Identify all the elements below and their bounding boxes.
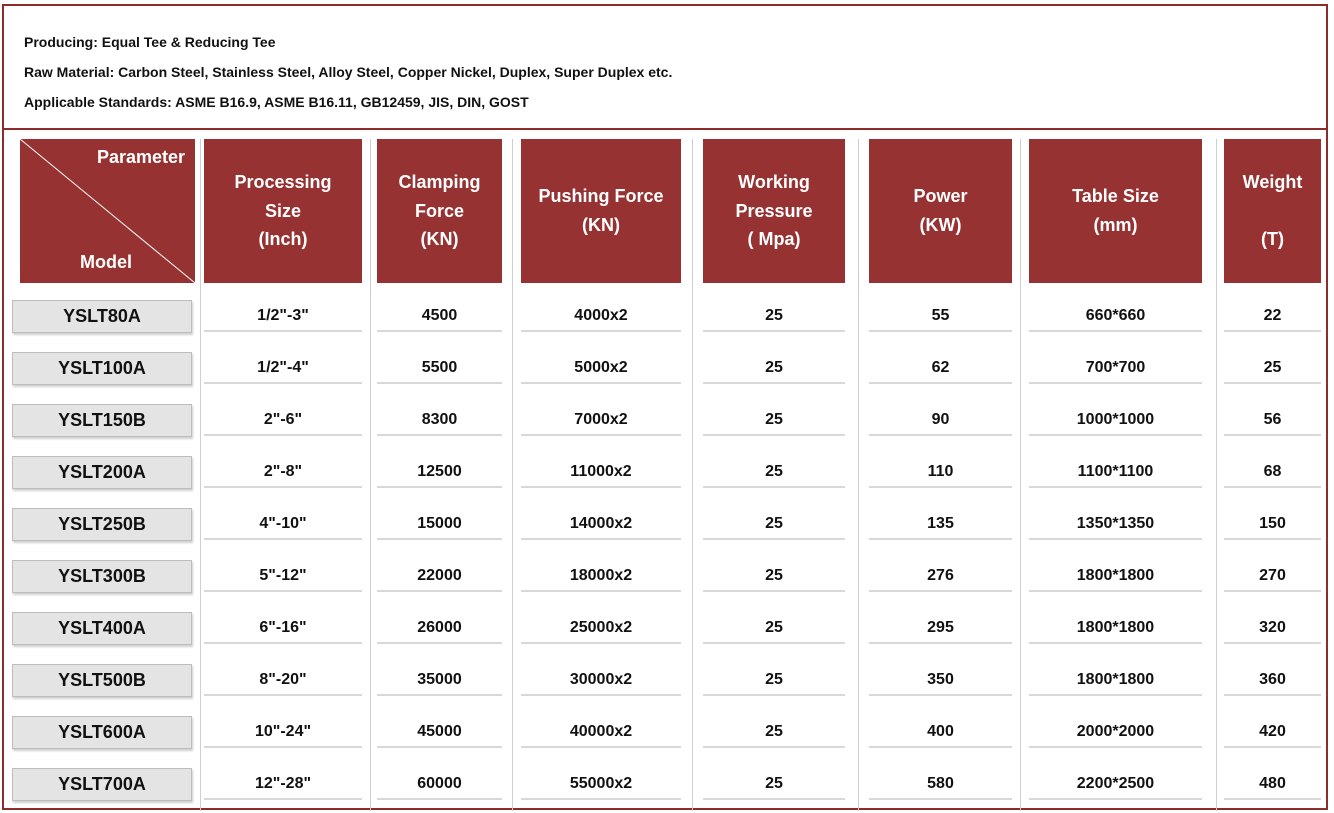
weight-cell: 25 (1224, 354, 1321, 384)
processing-size-cell: 2"-6" (204, 406, 362, 436)
header-label: Working Pressure ( Mpa) (735, 171, 813, 250)
parameter-label: Parameter (96, 147, 185, 167)
pushing-force-cell: 18000x2 (521, 562, 681, 592)
processing-size-cell: 4"-10" (204, 510, 362, 540)
model-cell: YSLT150B (12, 404, 192, 437)
model-cell: YSLT500B (12, 664, 192, 697)
weight-cell: 270 (1224, 562, 1321, 592)
pushing-force-cell: 14000x2 (521, 510, 681, 540)
weight-cell: 320 (1224, 614, 1321, 644)
column-divider (692, 139, 693, 811)
model-label: Model (80, 252, 132, 273)
pushing-force-cell: 40000x2 (521, 718, 681, 748)
processing-size-cell: 1/2"-4" (204, 354, 362, 384)
working-pressure-cell: 25 (703, 510, 845, 540)
processing-size-cell: 2"-8" (204, 458, 362, 488)
table-size-cell: 1000*1000 (1029, 406, 1202, 436)
table-size-cell: 700*700 (1029, 354, 1202, 384)
table-size-cell: 1800*1800 (1029, 562, 1202, 592)
clamping-force-cell: 26000 (377, 614, 502, 644)
header-label: Clamping Force (KN) (398, 171, 481, 250)
processing-size-cell: 5"-12" (204, 562, 362, 592)
standards-text: Applicable Standards: ASME B16.9, ASME B16.11, GB12459, JIS, DIN, GOST (24, 94, 529, 110)
working-pressure-cell: 25 (703, 666, 845, 696)
power-cell: 110 (869, 458, 1012, 488)
clamping-force-cell: 12500 (377, 458, 502, 488)
power-cell: 90 (869, 406, 1012, 436)
pushing-force-cell: 30000x2 (521, 666, 681, 696)
pushing-force-cell: 5000x2 (521, 354, 681, 384)
table-size-cell: 1800*1800 (1029, 614, 1202, 644)
column-divider (200, 139, 201, 811)
working-pressure-cell: 25 (703, 406, 845, 436)
header-table-size (1029, 139, 1202, 283)
power-cell: 295 (869, 614, 1012, 644)
model-cell: YSLT600A (12, 716, 192, 749)
column-divider (512, 139, 513, 811)
model-cell: YSLT80A (12, 300, 192, 333)
raw-material-text: Raw Material: Carbon Steel, Stainless Steel, Alloy Steel, Copper Nickel, Duplex, Super Duplex etc. (24, 64, 673, 80)
weight-cell: 150 (1224, 510, 1321, 540)
weight-cell: 56 (1224, 406, 1321, 436)
table-size-cell: 1350*1350 (1029, 510, 1202, 540)
clamping-force-cell: 60000 (377, 770, 502, 800)
table-size-cell: 2000*2000 (1029, 718, 1202, 748)
header-label: Power (KW) (913, 186, 968, 235)
header-power (869, 139, 1012, 283)
header-label: Table Size (mm) (1072, 186, 1159, 235)
power-cell: 62 (869, 354, 1012, 384)
power-cell: 276 (869, 562, 1012, 592)
power-cell: 350 (869, 666, 1012, 696)
column-divider (858, 139, 859, 811)
model-cell: YSLT200A (12, 456, 192, 489)
power-cell: 55 (869, 302, 1012, 332)
header-label: Weight (T) (1242, 171, 1303, 250)
working-pressure-cell: 25 (703, 614, 845, 644)
weight-cell: 420 (1224, 718, 1321, 748)
header-pushing-force (521, 139, 681, 283)
working-pressure-cell: 25 (703, 302, 845, 332)
info-panel (2, 4, 1328, 130)
pushing-force-cell: 55000x2 (521, 770, 681, 800)
table-size-cell: 1100*1100 (1029, 458, 1202, 488)
model-cell: YSLT250B (12, 508, 192, 541)
working-pressure-cell: 25 (703, 718, 845, 748)
table-size-cell: 2200*2500 (1029, 770, 1202, 800)
header-processing-size (204, 139, 362, 283)
table-size-cell: 660*660 (1029, 302, 1202, 332)
weight-cell: 360 (1224, 666, 1321, 696)
power-cell: 580 (869, 770, 1012, 800)
working-pressure-cell: 25 (703, 770, 845, 800)
model-cell: YSLT700A (12, 768, 192, 801)
processing-size-cell: 8"-20" (204, 666, 362, 696)
processing-size-cell: 12"-28" (204, 770, 362, 800)
header-label: Pushing Force (KN) (538, 186, 664, 235)
clamping-force-cell: 35000 (377, 666, 502, 696)
header-working-pressure (703, 139, 845, 283)
producing-text: Producing: Equal Tee & Reducing Tee (24, 34, 276, 50)
column-divider (1020, 139, 1021, 811)
clamping-force-cell: 8300 (377, 406, 502, 436)
weight-cell: 68 (1224, 458, 1321, 488)
corner-header (20, 139, 195, 283)
clamping-force-cell: 15000 (377, 510, 502, 540)
model-cell: YSLT100A (12, 352, 192, 385)
clamping-force-cell: 4500 (377, 302, 502, 332)
working-pressure-cell: 25 (703, 458, 845, 488)
column-divider (1216, 139, 1217, 811)
weight-cell: 22 (1224, 302, 1321, 332)
model-cell: YSLT300B (12, 560, 192, 593)
pushing-force-cell: 7000x2 (521, 406, 681, 436)
clamping-force-cell: 22000 (377, 562, 502, 592)
table-size-cell: 1800*1800 (1029, 666, 1202, 696)
processing-size-cell: 1/2"-3" (204, 302, 362, 332)
clamping-force-cell: 5500 (377, 354, 502, 384)
clamping-force-cell: 45000 (377, 718, 502, 748)
model-cell: YSLT400A (12, 612, 192, 645)
working-pressure-cell: 25 (703, 354, 845, 384)
processing-size-cell: 10"-24" (204, 718, 362, 748)
header-weight (1224, 139, 1321, 283)
power-cell: 400 (869, 718, 1012, 748)
pushing-force-cell: 4000x2 (521, 302, 681, 332)
pushing-force-cell: 11000x2 (521, 458, 681, 488)
working-pressure-cell: 25 (703, 562, 845, 592)
header-clamping-force (377, 139, 502, 283)
processing-size-cell: 6"-16" (204, 614, 362, 644)
weight-cell: 480 (1224, 770, 1321, 800)
pushing-force-cell: 25000x2 (521, 614, 681, 644)
header-label: Processing Size (Inch) (234, 171, 332, 250)
column-divider (370, 139, 371, 811)
power-cell: 135 (869, 510, 1012, 540)
